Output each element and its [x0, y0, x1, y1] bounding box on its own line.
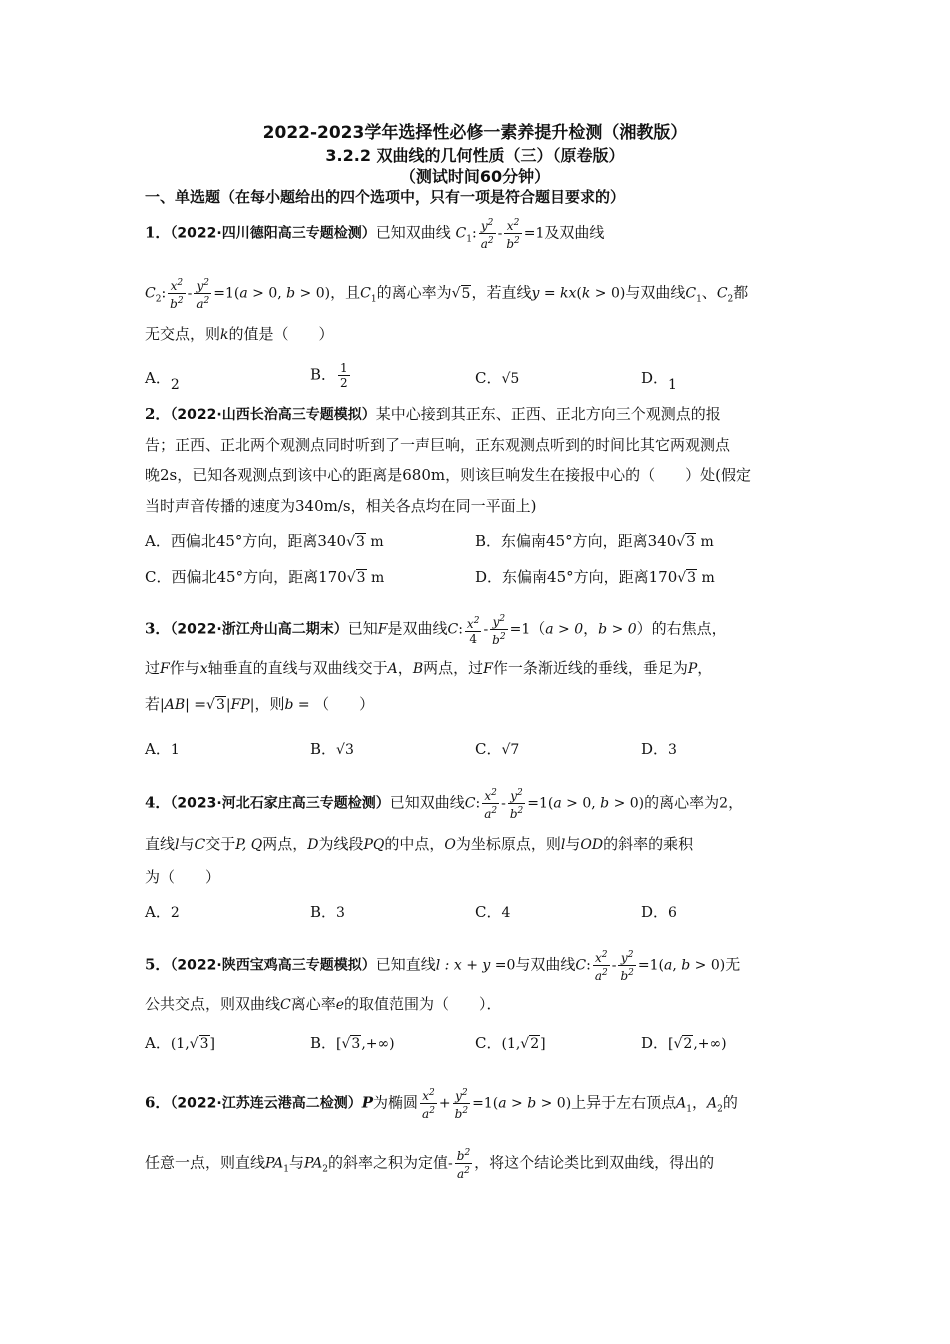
question-2-line-1: 2．（2022·山西长治高三专题模拟）某中心接到其正东、正西、正北方向三个观测点的报	[145, 405, 721, 423]
question-1-line-2: $C_2$: $\frac{x^2}{b^2}$ - $\frac{y^2}{a^2}$ =1(a > 0, b > 0)，且$C_1$的离心率为√5，若直线y = kx(k > 0)与双曲线$C_1$、$C_2$都	[145, 278, 749, 311]
question-3-line-1: 3．（2022·浙江舟山高二期末）已知F是双曲线C: $\frac{x^2}{4}$ - $\frac{y^2}{b^2}$ =1（a > 0，b > 0）的右焦点，	[145, 614, 727, 647]
question-2-line-4: 当时声音传播的速度为340m/s，相关各点均在同一平面上)	[145, 497, 537, 515]
option-a[interactable]: A．2	[145, 369, 180, 393]
question-3-line-3: 若|AB| =√3|FP|，则b = （ ）	[145, 695, 375, 713]
question-number: 1．	[145, 223, 171, 242]
option-c[interactable]: C．西偏北45°方向，距离170√3 m	[145, 568, 385, 586]
question-1-line-1: 1．（2022·四川德阳高三专题检测）已知双曲线 $C_1$: $\frac{y^2}{a^2}$ - $\frac{x^2}{b^2}$ =1及双曲线	[145, 218, 605, 251]
option-b[interactable]: B．东偏南45°方向，距离340√3 m	[475, 532, 714, 550]
option-c[interactable]: C．√5	[475, 369, 520, 387]
question-5-line-2: 公共交点，则双曲线C离心率e的取值范围为（ ）．	[145, 995, 502, 1013]
section-heading: 一、单选题（在每小题给出的四个选项中，只有一项是符合题目要求的）	[145, 188, 626, 206]
option-c[interactable]: C．√7	[475, 740, 520, 758]
question-2-line-3: 晚2s，已知各观测点到该中心的距离是680m，则该巨响发生在接报中心的（ ）处(假定	[145, 466, 751, 484]
question-1-line-3: 无交点，则k的值是（ ）	[145, 325, 334, 343]
question-5-line-1: 5．（2022·陕西宝鸡高三专题模拟）已知直线l : x + y =0与双曲线C: $\frac{x^2}{a^2}$ - $\frac{y^2}{b^2}$ =1(a, b > 0)无	[145, 950, 741, 983]
document-title: 2022-2023学年选择性必修一素养提升检测（湘教版）	[262, 123, 688, 143]
test-time: （测试时间60分钟）	[399, 167, 551, 186]
option-b[interactable]: B．[√3,+∞)	[310, 1034, 395, 1052]
question-6-line-2: 任意一点，则直线$PA_1$与$PA_2$的斜率之积为定值- $\frac{b^2}{a^2}$ ，将这个结论类比到双曲线，得出的	[145, 1148, 715, 1181]
option-a[interactable]: A．西偏北45°方向，距离340√3 m	[145, 532, 384, 550]
document-subtitle: 3.2.2 双曲线的几何性质（三）（原卷版）	[325, 146, 625, 165]
question-3-line-2: 过F作与x轴垂直的直线与双曲线交于A，B两点，过F作一条渐近线的垂线，垂足为P，	[145, 659, 713, 677]
option-b[interactable]: B．√3	[310, 740, 354, 758]
option-a[interactable]: A．2	[145, 903, 180, 921]
question-4-line-2: 直线l与C交于P, Q两点，D为线段PQ的中点，O为坐标原点，则l与OD的斜率的乘积	[145, 835, 694, 853]
option-b[interactable]: B． $\frac{1}{2}$	[310, 361, 348, 390]
question-6-line-1: 6．（2022·江苏连云港高二检测）P为椭圆 $\frac{x^2}{a^2}$ + $\frac{y^2}{b^2}$ =1(a > b > 0)上异于左右顶点$A_1$，$A_2$的	[145, 1088, 738, 1121]
question-source: （2022·四川德阳高三专题检测）	[170, 225, 376, 242]
option-c[interactable]: C．(1,√2]	[475, 1034, 546, 1052]
option-d[interactable]: D．6	[641, 903, 677, 921]
option-a[interactable]: A．1	[145, 740, 180, 758]
option-d[interactable]: D．东偏南45°方向，距离170√3 m	[475, 568, 715, 586]
option-d[interactable]: D．3	[641, 740, 677, 758]
question-4-line-3: 为（ ）	[145, 868, 221, 886]
option-d[interactable]: D．1	[641, 369, 677, 393]
option-b[interactable]: B．3	[310, 903, 345, 921]
question-2-line-2: 告；正西、正北两个观测点同时听到了一声巨响，正东观测点听到的时间比其它两观测点	[145, 436, 731, 454]
question-4-line-1: 4．（2023·河北石家庄高三专题检测）已知双曲线C: $\frac{x^2}{a^2}$ - $\frac{y^2}{b^2}$ =1(a > 0, b > 0)的离心率为2，	[145, 788, 744, 821]
option-c[interactable]: C．4	[475, 903, 511, 921]
option-d[interactable]: D．[√2,+∞)	[641, 1034, 727, 1052]
option-a[interactable]: A．(1,√3]	[145, 1034, 215, 1052]
